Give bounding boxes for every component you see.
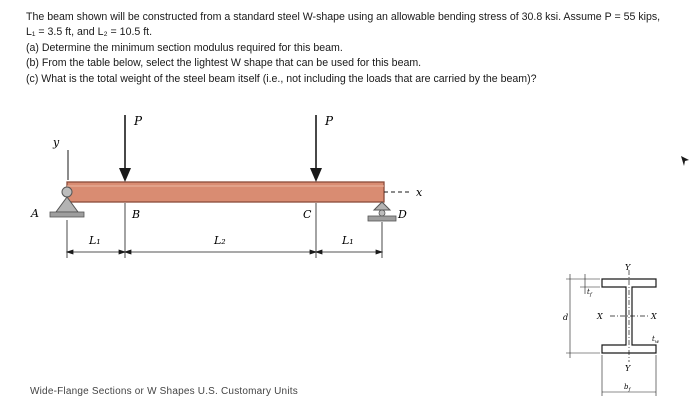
- dim-left-label: L₁: [89, 234, 101, 247]
- load-arrow-left: [119, 115, 131, 182]
- part-b: (b) From the table below, select the lightest W shape that can be used for this beam.: [26, 57, 422, 70]
- section-tw-label: $t_w$: [652, 335, 660, 345]
- section-x-right: X: [651, 312, 657, 321]
- load-left-label: P: [134, 114, 143, 128]
- section-tf-label: $t_f$: [587, 288, 592, 298]
- x-axis-label: x: [416, 186, 423, 199]
- problem-line-1: The beam shown will be constructed from a standard steel W-shape using an allowable bending stress of 30.8 ksi. Assume P = 55 kips,: [26, 11, 661, 23]
- section-d-label: d: [563, 313, 569, 322]
- cursor-icon: [681, 156, 689, 166]
- section-y-bottom: Y: [625, 364, 631, 373]
- dim-mid-label: L₂: [214, 234, 226, 247]
- load-right-label: P: [325, 114, 334, 128]
- section-y-top: Y: [625, 263, 631, 272]
- beam: [67, 182, 384, 202]
- load-arrow-right: [310, 115, 322, 182]
- depth-dimension: [566, 274, 600, 358]
- point-c-label: C: [303, 208, 312, 221]
- point-d-label: D: [398, 208, 407, 221]
- point-b-label: B: [132, 208, 141, 221]
- roller-support-d: [368, 202, 396, 221]
- dim-right-label: L₁: [342, 234, 354, 247]
- beam-figure: [30, 114, 423, 258]
- part-a: (a) Determine the minimum section modulus required for this beam.: [26, 41, 343, 54]
- problem-line-2: L₁ = 3.5 ft, and L₂ = 10.5 ft.: [26, 26, 153, 39]
- section-bf-label: $b_f$: [624, 383, 631, 393]
- part-c: (c) What is the total weight of the steel beam itself (i.e., not including the loads that are carried by the beam)?: [26, 72, 537, 85]
- section-x-left: X: [597, 312, 603, 321]
- table-caption: Wide-Flange Sections or W Shapes U.S. Customary Units: [30, 386, 298, 397]
- y-axis-label: y: [53, 136, 60, 149]
- point-a-label: A: [31, 207, 39, 220]
- w-section-figure: [563, 263, 660, 396]
